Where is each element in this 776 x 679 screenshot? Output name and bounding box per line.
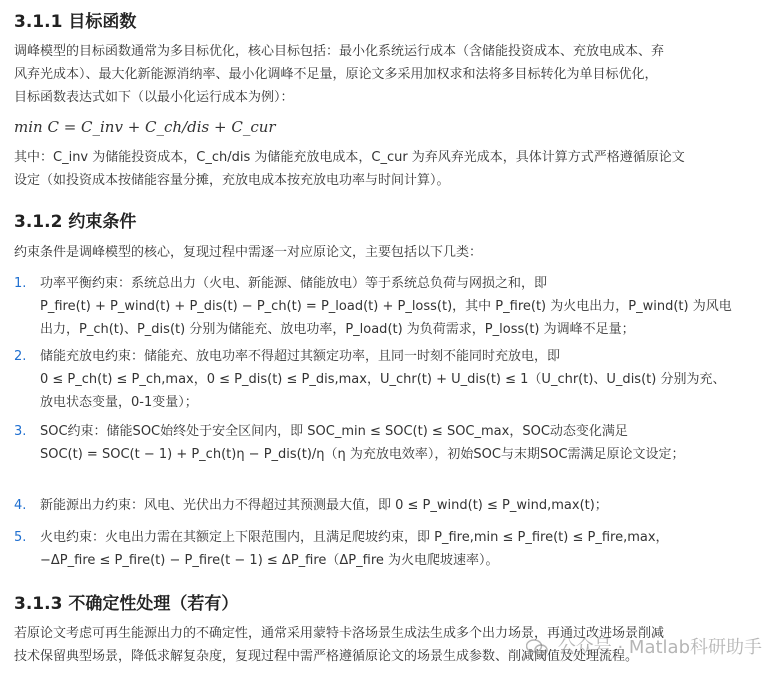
text-line: P_fire(t) + P_wind(t) + P_dis(t) − P_ch(t) = P_load(t) + P_loss(t)，其中 P_fire(t) 为火电出力，P_wind(t) 为风电 (40, 299, 732, 314)
list-item (14, 345, 762, 414)
text-line: 出力，P_ch(t)、P_dis(t) 分别为储能充、放电功率，P_load(t) 为负荷需求，P_loss(t) 为调峰不足量； (40, 322, 635, 337)
text-line: 火电约束：火电出力需在其额定上下限范围内，且满足爬坡约束，即 P_fire,min ≤ P_fire(t) ≤ P_fire,max， (40, 530, 669, 545)
objective-equation (14, 116, 762, 140)
text-line: SOC(t) = SOC(t − 1) + P_ch(t)η − P_dis(t)/η（η 为充放电效率），初始SOC与末期SOC需满足原论文设定； (40, 447, 685, 462)
list-number: 1. (14, 276, 27, 291)
text-line: 调峰模型的目标函数通常为多目标优化，核心目标包括：最小化系统运行成本（含储能投资成本、充放电成本、弃 (14, 44, 665, 59)
text-line: −ΔP_fire ≤ P_fire(t) − P_fire(t − 1) ≤ ΔP_fire（ΔP_fire 为火电爬坡速率）。 (40, 553, 499, 568)
list-number: 4. (14, 498, 27, 513)
objective-where (14, 146, 762, 192)
list-item (14, 494, 762, 517)
text-line: 功率平衡约束：系统总出力（火电、新能源、储能放电）等于系统总负荷与网损之和，即 (40, 276, 548, 291)
watermark-text: 公众号 · Matlab科研助手 (557, 637, 762, 658)
wechat-icon (526, 639, 548, 657)
text-line: 放电状态变量，0-1变量）； (40, 395, 198, 410)
list-number: 2. (14, 349, 27, 364)
text-line: 若原论文考虑可再生能源出力的不确定性，通常采用蒙特卡洛场景生成法生成多个出力场景，再通过改进场景削减 (14, 626, 665, 641)
heading-uncertainty: 3.1.3 不确定性处理（若有） (14, 594, 239, 614)
list-number: 5. (14, 530, 27, 545)
constraints-intro: 约束条件是调峰模型的核心，复现过程中需逐一对应原论文，主要包括以下几类： (14, 245, 483, 260)
text-line: 储能充放电约束：储能充、放电功率不得超过其额定功率，且同一时刻不能同时充放电，即 (40, 349, 561, 364)
list-item (14, 420, 762, 466)
text-line: 设定（如投资成本按储能容量分摊，充放电成本按充放电功率与时间计算）。 (14, 173, 450, 188)
equation-text: min C = C_inv + C_ch/dis + C_cur (14, 118, 276, 136)
text-line: 风弃光成本）、最大化新能源消纳率、最小化调峰不足量，原论文多采用加权求和法将多目标转化为单目标优化， (14, 67, 658, 82)
text-line: 技术保留典型场景，降低求解复杂度，复现过程中需严格遵循原论文的场景生成参数、削减阈值及处理流程。 (14, 649, 639, 664)
text-line: SOC约束：储能SOC始终处于安全区间内，即 SOC_min ≤ SOC(t) ≤ SOC_max，SOC动态变化满足 (40, 424, 628, 439)
text-line: 0 ≤ P_ch(t) ≤ P_ch,max，0 ≤ P_dis(t) ≤ P_dis,max，U_chr(t) + U_dis(t) ≤ 1（U_chr(t)、U_dis(t) 分别为充、 (40, 372, 726, 387)
text-line: 目标函数表达式如下（以最小化运行成本为例）： (14, 90, 294, 105)
objective-intro (14, 40, 762, 109)
list-item (14, 526, 762, 572)
heading-objective-function: 3.1.1 目标函数 (14, 12, 137, 32)
text-line: 其中：C_inv 为储能投资成本，C_ch/dis 为储能充放电成本，C_cur 为弃风弃光成本，具体计算方式严格遵循原论文 (14, 150, 685, 165)
watermark (526, 633, 762, 659)
list-item (14, 272, 762, 341)
text-line: 新能源出力约束：风电、光伏出力不得超过其预测最大值，即 0 ≤ P_wind(t) ≤ P_wind,max(t)； (40, 498, 608, 513)
list-number: 3. (14, 424, 27, 439)
heading-constraints: 3.1.2 约束条件 (14, 212, 137, 232)
